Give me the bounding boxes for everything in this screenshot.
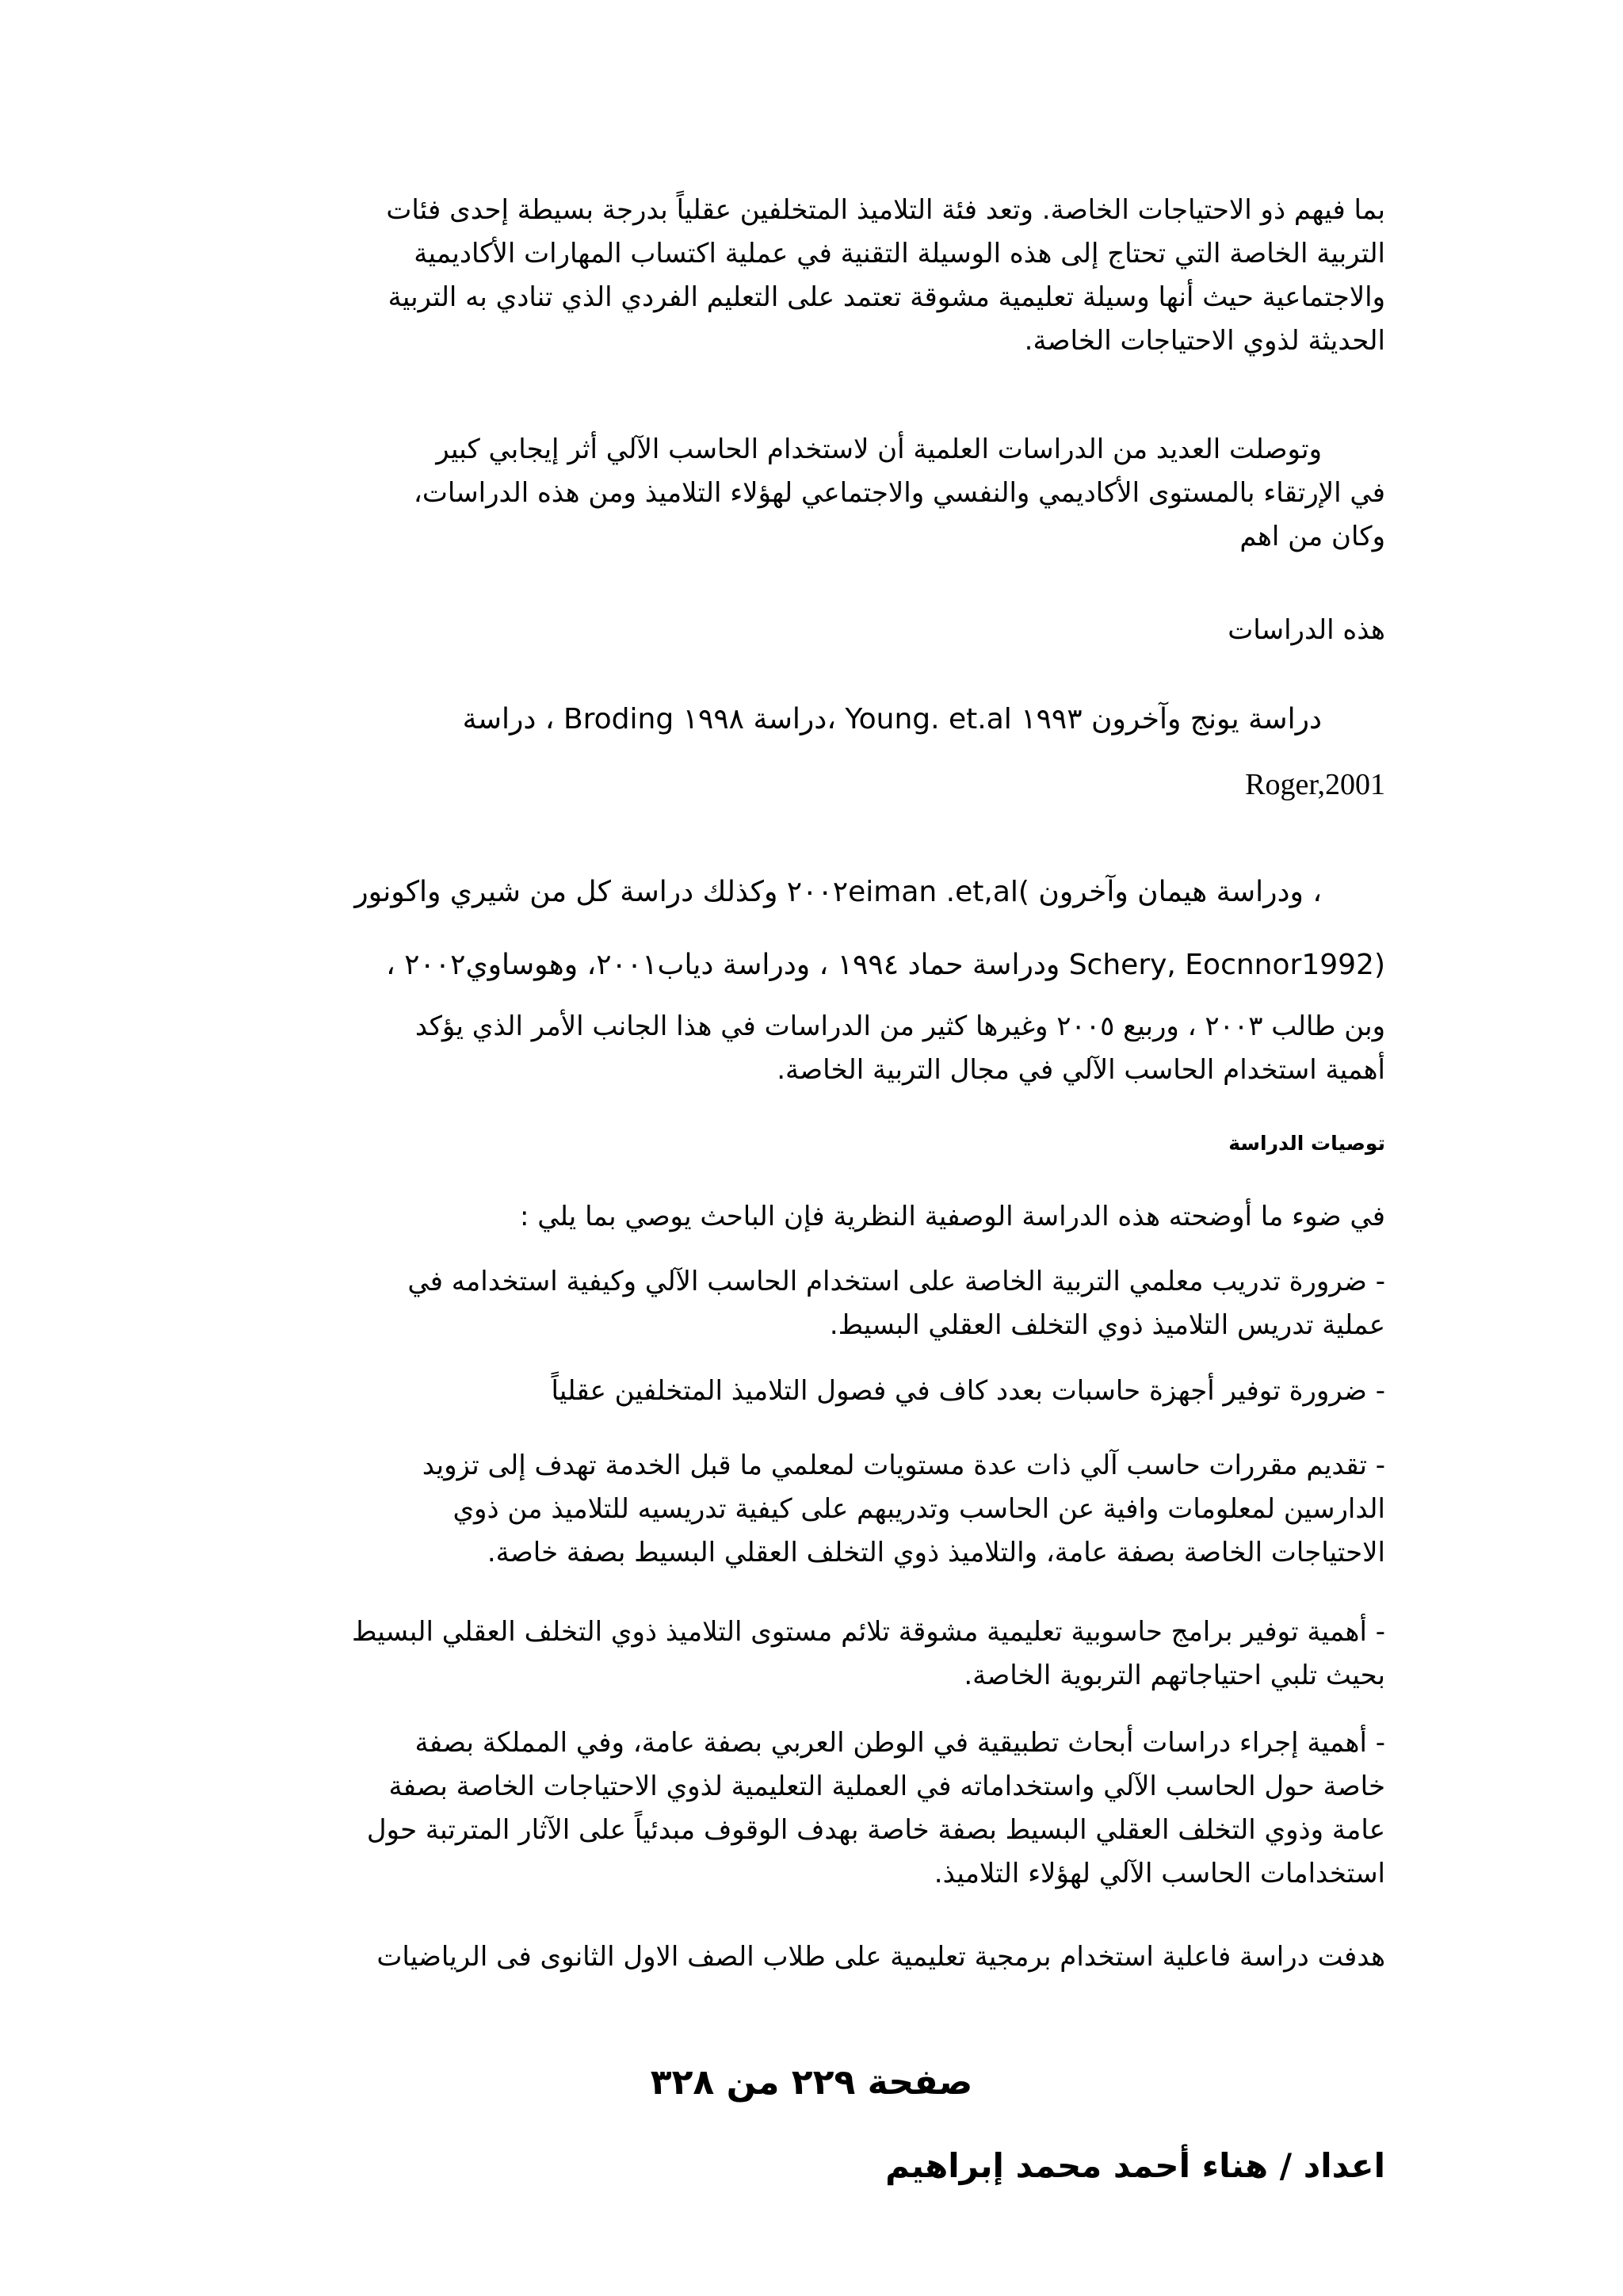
paragraph-line: - تقديم مقررات حاسب آلي ذات عدة مستويات لمعلمي ما قبل الخدمة تهدف إلى تزويد (422, 1450, 1385, 1481)
paragraph-line: دراسة يونج وآخرون ١٩٩٣ Young. et.al ،دراسة ١٩٩٨ Broding ، دراسة (462, 703, 1322, 735)
paragraph-study-list-3 (236, 943, 1385, 987)
paragraph-line: عامة وذوي التخلف العقلي البسيط بصفة خاصة بهدف الوقوف مبدئياً على الآثار المترتبة حول (366, 1814, 1385, 1846)
paragraph-line: استخدامات الحاسب الآلي لهؤلاء التلاميذ. (934, 1858, 1385, 1889)
paragraph-line: وبن طالب ٢٠٠٣ ، وربيع ٢٠٠٥ وغيرها كثير من الدراسات في هذا الجانب الأمر الذي يؤكد (414, 1010, 1385, 1042)
recommendation-item (236, 1444, 1385, 1575)
paragraph-line: هذه الدراسات (1228, 614, 1385, 646)
paragraph-line: عملية تدريس التلاميذ ذوي التخلف العقلي البسيط. (829, 1309, 1385, 1341)
paragraph-line: الدارسين لمعلومات وافية عن الحاسب وتدريبهم على كيفية تدريسيه للتلاميذ من ذوي (453, 1493, 1385, 1525)
paragraph-line: وكان من اهم (1239, 521, 1385, 552)
paragraph-line: خاصة حول الحاسب الآلي واستخداماته في العملية التعليمية لذوي الاحتياجات الخاصة بصفة (388, 1771, 1385, 1802)
paragraph-line: في الإرتقاء بالمستوى الأكاديمي والنفسي والاجتماعي لهؤلاء التلاميذ ومن هذه الدراسات، (413, 477, 1385, 509)
paragraph-study-list-1 (236, 697, 1385, 741)
paragraph-line: - ضرورة تدريب معلمي التربية الخاصة على استخدام الحاسب الآلي وكيفية استخدامه في (407, 1266, 1385, 1297)
paragraph-intro (236, 189, 1385, 363)
author-credit: اعداد / هناء أحمد محمد إبراهيم (885, 2146, 1385, 2185)
paragraph-line: بما فيهم ذو الاحتياجات الخاصة. وتعد فئة التلاميذ المتخلفين عقلياً بدرجة بسيطة إحدى فئات (386, 194, 1385, 226)
citation-roger: Roger,2001 (1245, 768, 1385, 801)
paragraph-studies-intro (236, 428, 1385, 559)
paragraph-line: أهمية استخدام الحاسب الآلي في مجال التربية الخاصة. (777, 1054, 1385, 1086)
page-number: صفحة ٢٢٩ من ٣٢٨ (650, 2062, 973, 2103)
paragraph-line: ، ودراسة هيمان وآخرون )٢٠٠٢eiman .et,al وكذلك دراسة كل من شيري واكونور (354, 876, 1322, 908)
paragraph-study-list-4 (236, 1005, 1385, 1092)
paragraph-line: الاحتياجات الخاصة بصفة عامة، والتلاميذ ذوي التخلف العقلي البسيط بصفة خاصة. (487, 1537, 1385, 1568)
paragraph-study-list-2 (236, 870, 1385, 914)
paragraph-line: التربية الخاصة التي تحتاج إلى هذه الوسيلة التقنية في عملية اكتساب المهارات الأكاديمية (414, 238, 1385, 269)
paragraph-line: وتوصلت العديد من الدراسات العلمية أن لاستخدام الحاسب الآلي أثر إيجابي كبير (436, 434, 1322, 465)
paragraph-line: هدفت دراسة فاعلية استخدام برمجية تعليمية على طلاب الصف الاول الثانوى فى الرياضيات (376, 1941, 1385, 1973)
paragraph-line: بحيث تلبي احتياجاتهم التربوية الخاصة. (964, 1660, 1385, 1691)
paragraph-these-studies (236, 609, 1385, 652)
paragraph-line: في ضوء ما أوضحته هذه الدراسة الوصفية النظرية فإن الباحث يوصي بما يلي : (519, 1201, 1385, 1232)
paragraph-line: - أهمية توفير برامج حاسوبية تعليمية مشوقة تلائم مستوى التلاميذ ذوي التخلف العقلي البسيط (352, 1616, 1385, 1648)
recommendation-item (236, 1260, 1385, 1347)
recommendation-item (236, 1721, 1385, 1896)
paragraph-study-aim (236, 1935, 1385, 1979)
paragraph-recommendations-intro (236, 1195, 1385, 1239)
recommendation-item (236, 1610, 1385, 1698)
paragraph-line: - ضرورة توفير أجهزة حاسبات بعدد كاف في فصول التلاميذ المتخلفين عقلياً (551, 1375, 1385, 1407)
paragraph-line: - أهمية إجراء دراسات أبحاث تطبيقية في الوطن العربي بصفة عامة، وفي المملكة بصفة (414, 1727, 1385, 1759)
paragraph-line: الحديثة لذوي الاحتياجات الخاصة. (1024, 325, 1385, 357)
paragraph-line: (Schery, Eocnnor1992 ودراسة حماد ١٩٩٤ ، ودراسة دياب٢٠٠١، وهوساوي٢٠٠٢ ، (386, 949, 1385, 981)
paragraph-line: والاجتماعية حيث أنها وسيلة تعليمية مشوقة تعتمد على التعليم الفردي الذي تنادي به التربية (388, 281, 1385, 313)
recommendation-item (236, 1370, 1385, 1413)
section-heading-recommendations: توصيات الدراسة (1228, 1132, 1385, 1155)
